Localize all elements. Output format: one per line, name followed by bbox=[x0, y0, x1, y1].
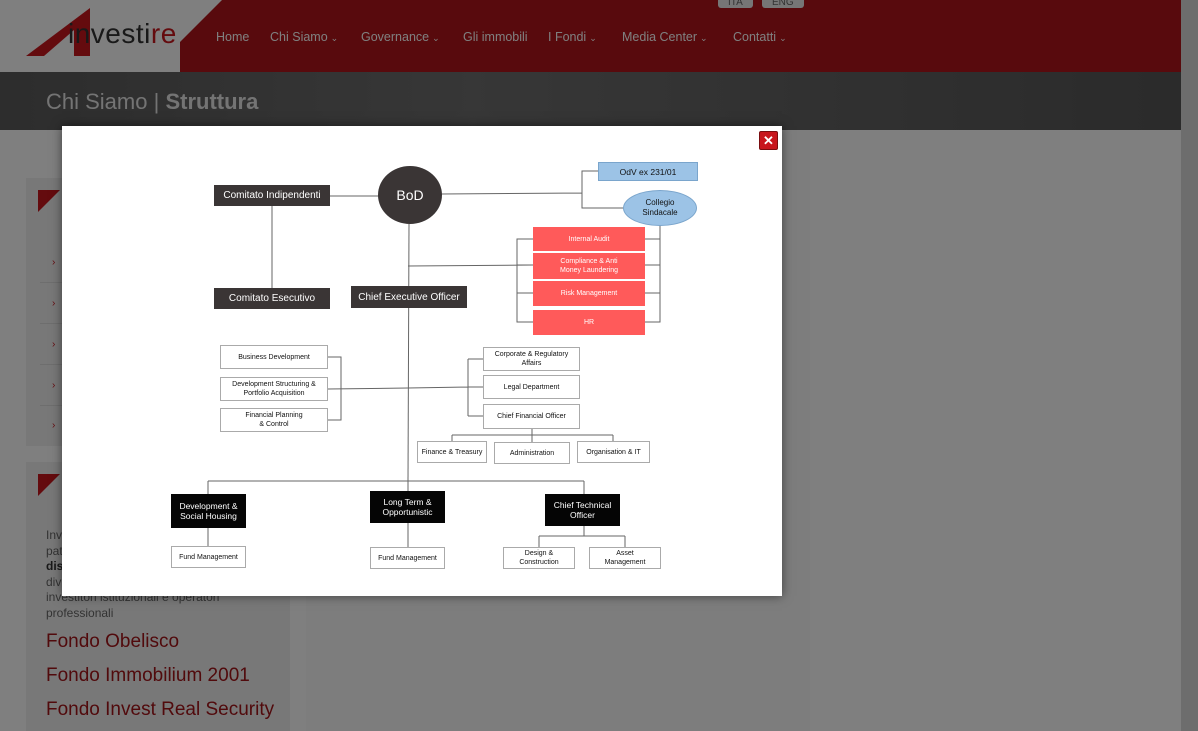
chart-ceo: Chief Executive Officer bbox=[351, 286, 467, 308]
connector-line bbox=[517, 239, 533, 322]
chart-administration: Administration bbox=[494, 442, 570, 464]
chart-business-development: Business Development bbox=[220, 345, 328, 369]
connector-line bbox=[408, 265, 533, 266]
chart-collegio-sindacale: Collegio Sindacale bbox=[623, 190, 697, 226]
chart-organisation-it: Organisation & IT bbox=[577, 441, 650, 463]
lightbox-modal bbox=[62, 126, 782, 596]
chart-development-social-housing: Development & Social Housing bbox=[171, 494, 246, 528]
chart-development-structuring: Development Structuring & Portfolio Acquisition bbox=[220, 377, 328, 401]
connector-line bbox=[441, 171, 624, 208]
connector-line bbox=[517, 265, 533, 293]
chart-fund-management-2: Fund Management bbox=[370, 547, 445, 569]
chart-financial-planning: Financial Planning & Control bbox=[220, 408, 328, 432]
chart-fund-management-1: Fund Management bbox=[171, 546, 246, 568]
close-icon: ✕ bbox=[763, 133, 774, 148]
chart-finance-treasury: Finance & Treasury bbox=[417, 441, 487, 463]
chart-hr: HR bbox=[533, 310, 645, 335]
chart-cfo: Chief Financial Officer bbox=[483, 404, 580, 429]
chart-comitato-esecutivo: Comitato Esecutivo bbox=[214, 288, 330, 309]
chart-bod: BoD bbox=[378, 166, 442, 224]
chart-comitato-indipendenti: Comitato Indipendenti bbox=[214, 185, 330, 206]
chart-design-construction: Design & Construction bbox=[503, 547, 575, 569]
chart-corporate-regulatory: Corporate & Regulatory Affairs bbox=[483, 347, 580, 371]
chart-legal-department: Legal Department bbox=[483, 375, 580, 399]
connector-line bbox=[408, 224, 409, 481]
connector-line bbox=[645, 265, 660, 293]
chart-asset-management: Asset Management bbox=[589, 547, 661, 569]
chart-compliance: Compliance & Anti Money Laundering bbox=[533, 253, 645, 279]
connector-line bbox=[645, 239, 660, 322]
connector-line bbox=[539, 526, 625, 547]
connector-line bbox=[328, 357, 408, 420]
chart-odv: OdV ex 231/01 bbox=[598, 162, 698, 181]
chart-risk-management: Risk Management bbox=[533, 281, 645, 306]
chart-cto: Chief Technical Officer bbox=[545, 494, 620, 526]
chart-long-term-opportunistic: Long Term & Opportunistic bbox=[370, 491, 445, 523]
chart-internal-audit: Internal Audit bbox=[533, 227, 645, 251]
scrollbar[interactable] bbox=[1181, 0, 1198, 731]
connector-line bbox=[408, 359, 483, 416]
